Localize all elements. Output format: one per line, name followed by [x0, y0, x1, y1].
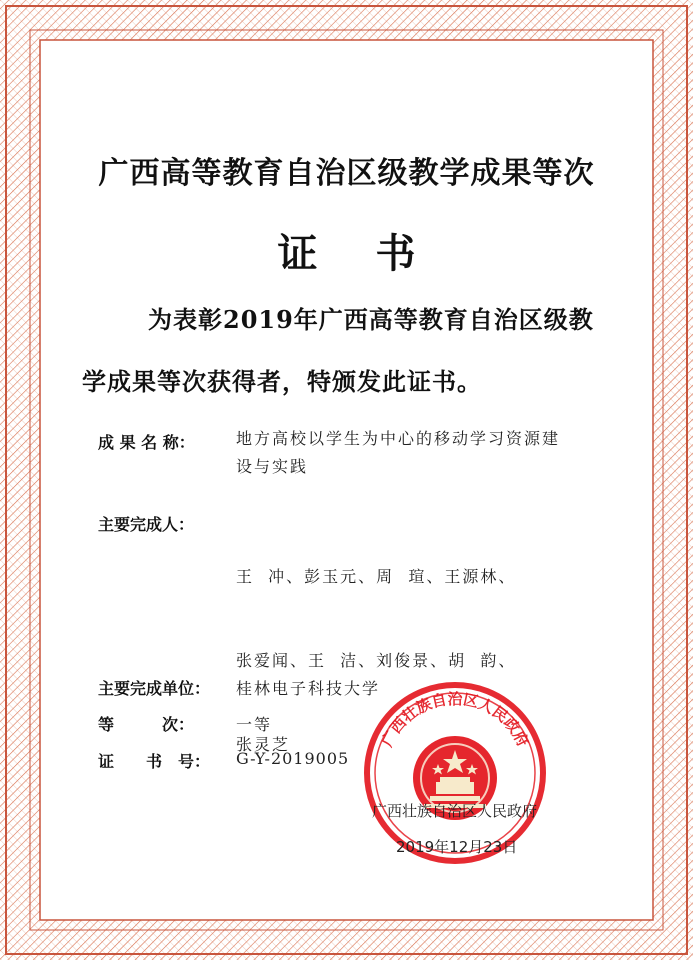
- achievement-label: 成 果 名 称：: [98, 433, 195, 452]
- achievement-line-2: 设与实践: [236, 457, 309, 476]
- members-line-3: 张灵芝: [236, 735, 291, 754]
- certificate-title: 广西高等教育自治区级教学成果等次: [98, 156, 595, 191]
- members-line-2: 张爱闻、王 洁、刘俊景、胡 韵、: [236, 651, 517, 670]
- certificate-subtitle: [0, 222, 693, 279]
- subtitle-char-right: 书: [375, 231, 416, 277]
- number-label: 证 书 号：: [98, 752, 211, 771]
- unit-label: 主要完成单位：: [98, 679, 211, 698]
- body-text-line-1: 为表彰2019年广西高等教育自治区级教: [148, 305, 594, 334]
- achievement-value: [236, 425, 560, 481]
- unit-value: 桂林电子科技大学: [236, 679, 381, 698]
- number-value: G-Y-2019005: [236, 749, 350, 768]
- issue-date: 2019年12月23日: [396, 838, 518, 856]
- grade-value: 一等: [236, 715, 273, 734]
- grade-label: 等 次：: [98, 715, 195, 734]
- subtitle-char-left: 证: [277, 231, 318, 277]
- issuer-name: 广西壮族自治区人民政府: [372, 802, 538, 820]
- seal-text: 广西壮族自治区人民政府: [377, 690, 533, 750]
- achievement-line-1: 地方高校以学生为中心的移动学习资源建: [236, 429, 561, 448]
- body-text-line-2: 学成果等次获得者，特颁发此证书。: [82, 367, 482, 396]
- members-label: 主要完成人：: [98, 515, 195, 534]
- members-line-1: 王 冲、彭玉元、周 瑄、王源林、: [236, 567, 517, 586]
